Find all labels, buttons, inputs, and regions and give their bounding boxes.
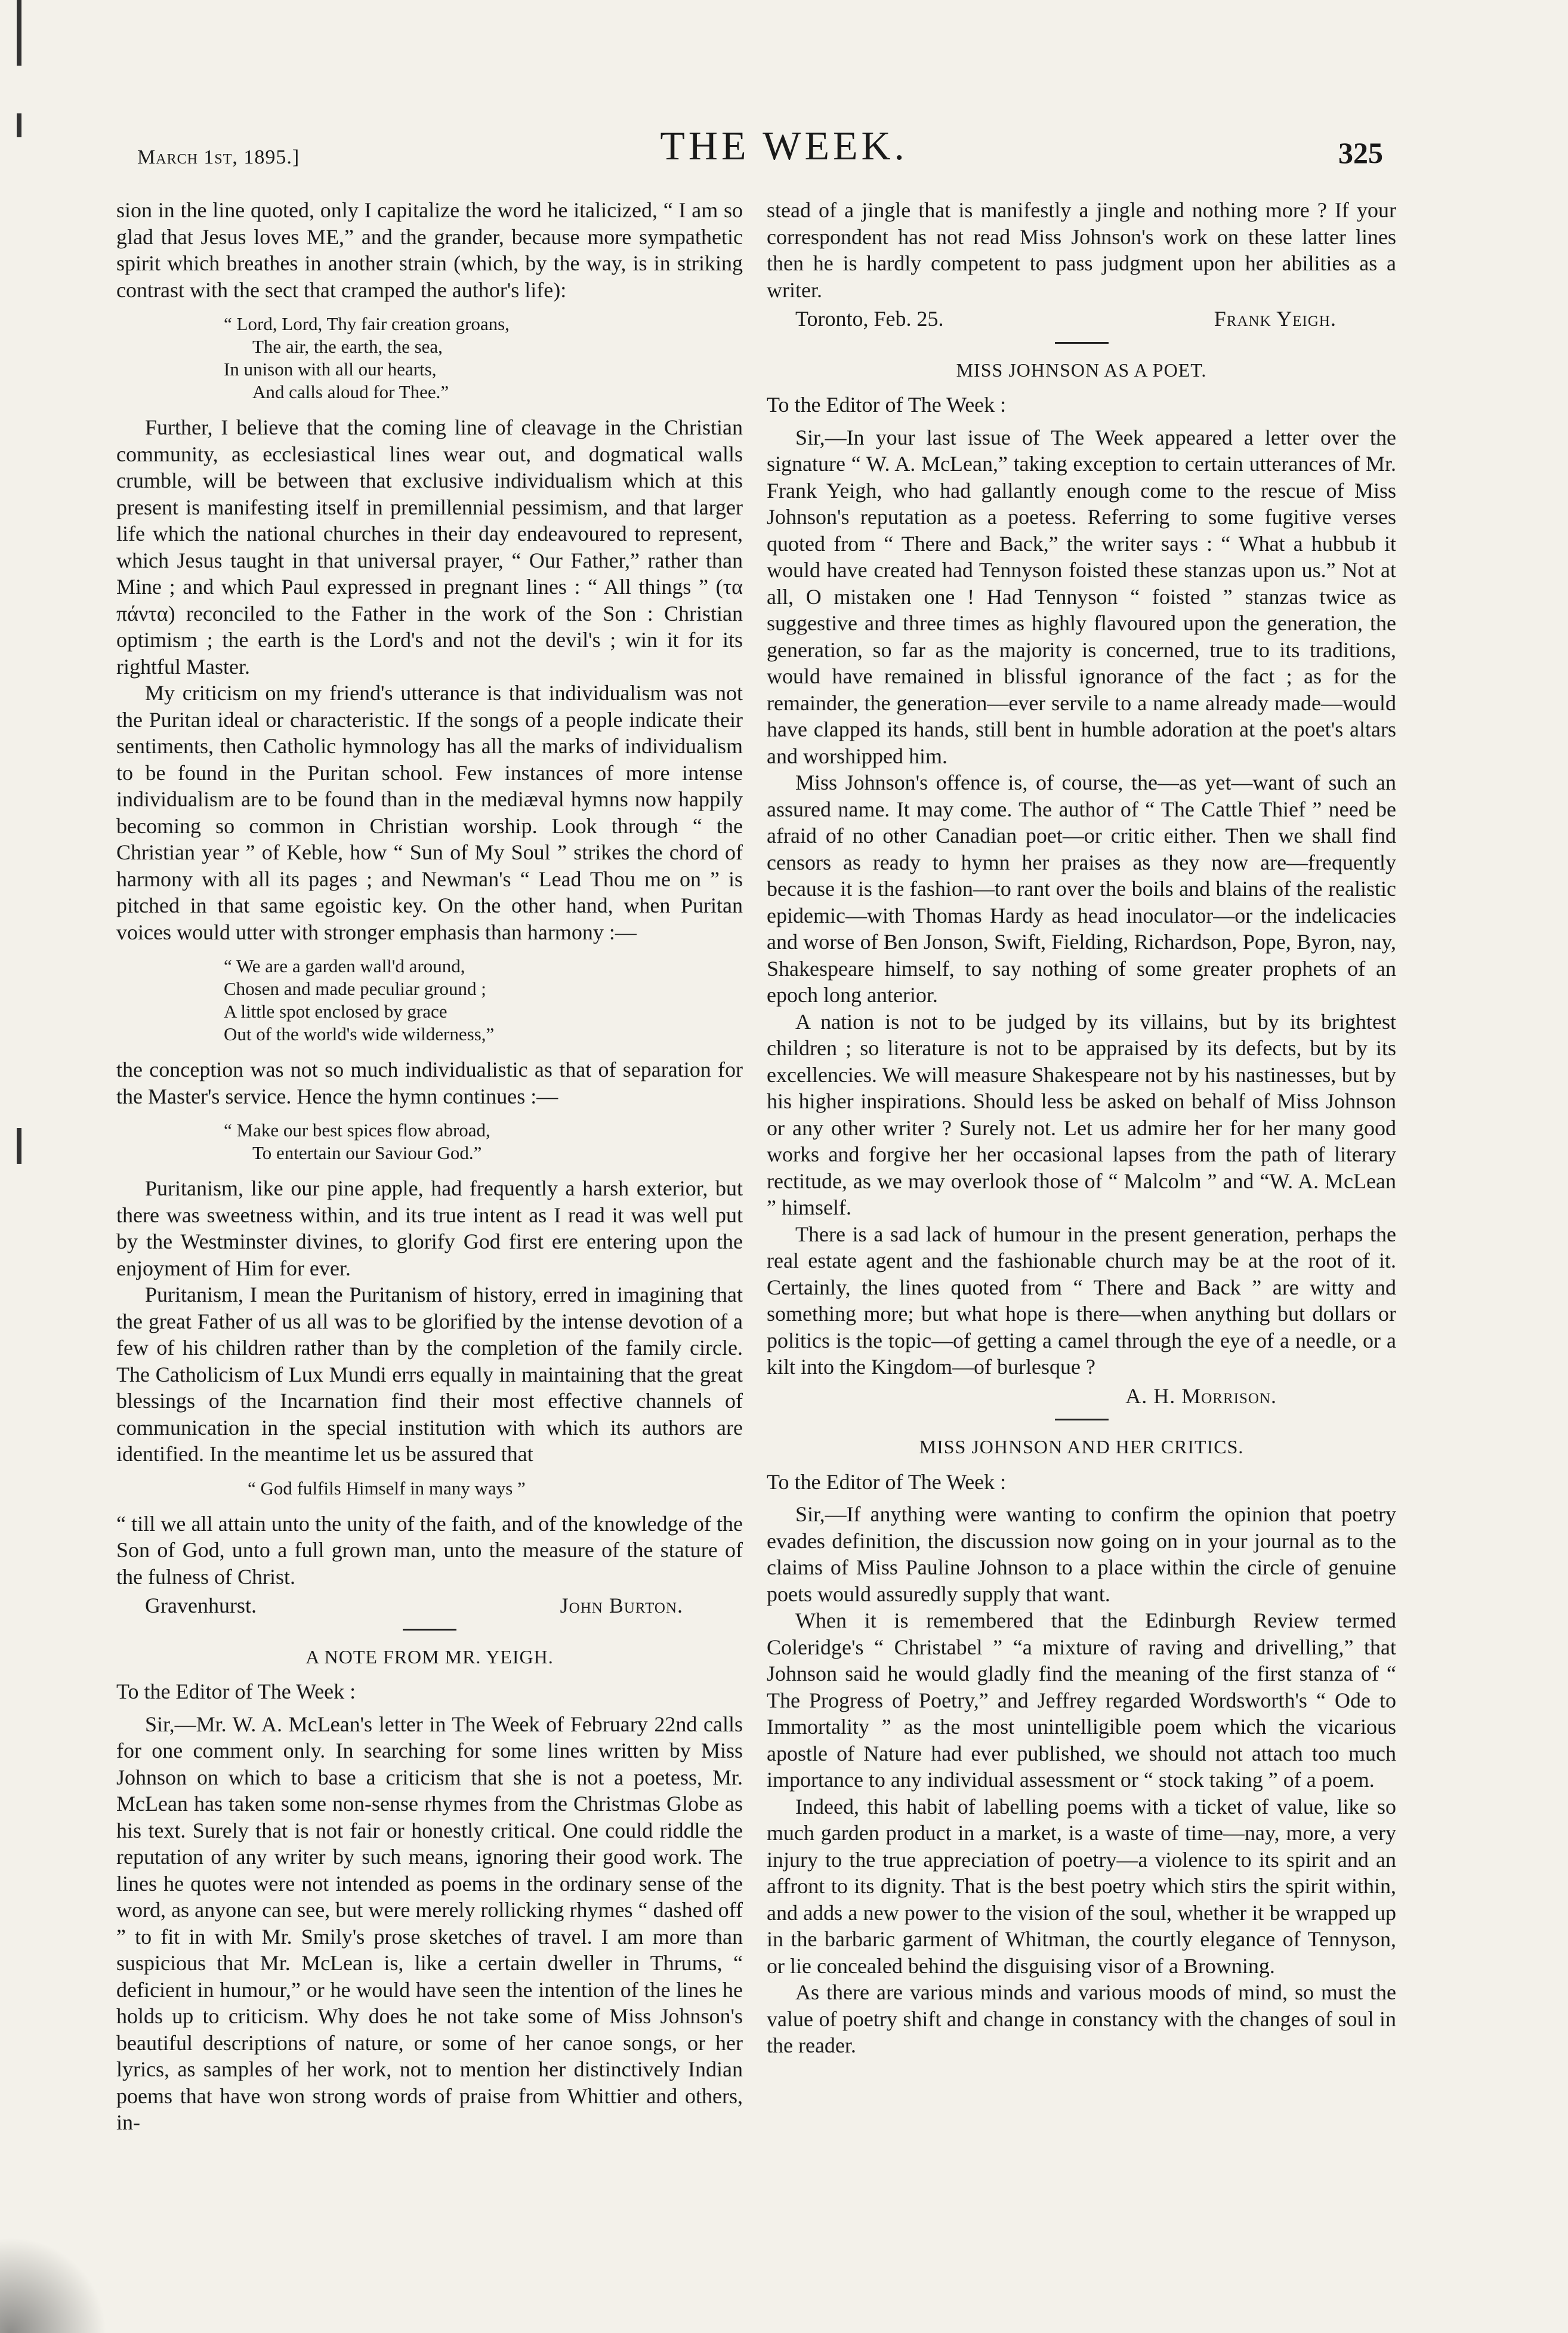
paragraph: the conception was not so much individualistic as that of separation for the Master's service. Hence the hymn continues :— xyxy=(116,1058,743,1108)
paragraph: My criticism on my friend's utterance is that individualism was not the Puritan ideal or characteristic. If the songs of a people indicate their sentiments, then Catholic hymnology has all the marks of individualism to be found in the Puritan school. Few instances of more intense individualism are to be found than in the mediæval hymns now happily becoming so common in Christian worship. Look through “ the Christian year ” of Keble, how “ Sun of My Soul ” strikes the chord of harmony with all its pages ; and Newman's “ Lead Thou me on ” is pitched in that same egoistic key. On the other hand, when Puritan voices would utter with stronger emphasis than harmony :— xyxy=(116,681,743,944)
poem-quote xyxy=(248,1477,743,1500)
issue-date: March 1st, 1895.] xyxy=(137,146,300,168)
paragraph: Sir,—Mr. W. A. McLean's letter in The Week of February 22nd calls for one comment only. In searching for some lines written by Miss Johnson on which to base a criticism that she is not a poetess, Mr. McLean has taken some non-sense rhymes from the Christmas Globe as his text. Surely that is not fair or honestly critical. One could riddle the reputation of any writer by such means, ignoring their good work. The lines he quotes were not intended as poems in the ordinary sense of the word, as anyone can see, but were merely rollicking rhymes “ dashed off ” to fit in with Mr. Smily's prose sketches of travel. I am more than suspicious that Mr. McLean is, like a certain dweller in Thrums, “ deficient in humour,” or he would have seen the intention of the lines he holds up to criticism. Why does he not take some of Miss Johnson's beautiful descriptions of nature, or some of her canoe songs, or her lyrics, as samples of her work, not to mention her distinctively Indian poems that have won strong words of praise from Whittier and others, in- xyxy=(116,1712,743,2134)
poem-line: Out of the world's wide wilderness,” xyxy=(224,1024,495,1044)
page-number: 325 xyxy=(1338,136,1383,169)
poem-line: A little spot enclosed by grace xyxy=(224,1001,447,1022)
poem-line: Chosen and made peculiar ground ; xyxy=(224,978,486,999)
poem-line: “ God fulfils Himself in many ways ” xyxy=(248,1477,526,1499)
article-heading: A NOTE FROM MR. YEIGH. xyxy=(305,1645,554,1668)
right-column xyxy=(767,197,1396,2059)
paragraph: As there are various minds and various moods of mind, so must the value of poetry shift and change in constancy with the changes of soul in the reader. xyxy=(767,1980,1396,2057)
paragraph: Sir,—In your last issue of The Week appeared a letter over the signature “ W. A. McLean,” taking exception to certain utterances of Mr. Frank Yeigh, who had gallantly enough come to the rescue of Miss Johnson's reputation as a poetess. Referring to some fugitive verses quoted from “ There and Back,” the writer says : “ What a hubbub it would have created had Tennyson foisted these stanzas upon us.” Not at all, O mistaken one ! Had Tennyson “ foisted ” stanzas twice as suggestive and three times as highly flavoured upon the generation, the generation, so far as the majority is concerned, true to its traditions, would have remained in blissful ignorance of the fact ; as for the remainder, the generation—ever servile to a name already made—would have clapped its hands, still bent in humble adoration at the poet's altars and worshipped him. xyxy=(767,425,1396,768)
paragraph: “ till we all attain unto the unity of the faith, and of the knowledge of the Son of God, unto a full grown man, unto the measure of the stature of the fulness of Christ. xyxy=(116,1511,743,1589)
poem-line: To entertain our Saviour God.” xyxy=(252,1142,482,1163)
publication-title: THE WEEK. xyxy=(660,123,908,168)
binding-mark xyxy=(17,1128,21,1164)
paragraph: sion in the line quoted, only I capitalize the word he italicized, “ I am so glad that Jesus loves ME,” and the grander, because more sympathetic spirit which breathes in another strain (which, by the way, is in striking contrast with the sect that cramped the author's life): xyxy=(116,198,743,302)
section-divider xyxy=(1055,342,1109,344)
poem-line: “ Lord, Lord, Thy fair creation groans, xyxy=(224,313,510,334)
signature-line xyxy=(116,1592,743,1619)
paragraph: Puritanism, like our pine apple, had frequently a harsh exterior, but there was sweetness within, and its true intent as I read it was well put by the Westminster divines, to glorify God first ere entering upon the enjoyment of Him for ever. xyxy=(116,1176,743,1280)
page-header xyxy=(0,122,1568,188)
salutation: To the Editor of The Week : xyxy=(116,1679,356,1703)
section-divider xyxy=(1055,1419,1109,1420)
paragraph: Indeed, this habit of labelling poems with a ticket of value, like so much garden product in a market, is a waste of time—nay, more, a very injury to the true appreciation of poetry—a violence to its spirit and an affront to its dignity. That is the best poetry which stirs the spirit within, and adds a new power to the vision of the soul, whether it be wrapped up in the barbaric garment of Whitman, the courtly elegance of Tennyson, or lie concealed behind the disguising visor of a Browning. xyxy=(767,1794,1396,1978)
salutation: To the Editor of The Week : xyxy=(767,1469,1007,1494)
poem-line: And calls aloud for Thee.” xyxy=(252,381,449,402)
author-name: A. H. Morrison. xyxy=(1125,1383,1277,1408)
poem-line: In unison with all our hearts, xyxy=(224,359,437,380)
author-name: John Burton. xyxy=(560,1594,683,1617)
poem-line: “ We are a garden wall'd around, xyxy=(224,956,465,976)
article-heading: MISS JOHNSON AS A POET. xyxy=(956,359,1207,381)
paragraph: Sir,—If anything were wanting to confirm the opinion that poetry evades definition, the discussion now going on in your journal as to the claims of Miss Pauline Johnson to a place within the circle of genuine poets would assuredly supply that want. xyxy=(767,1502,1396,1606)
author-name: Frank Yeigh. xyxy=(1214,307,1336,331)
paragraph: When it is remembered that the Edinburgh Review termed Coleridge's “ Christabel ” “a mixture of raving and drivelling,” that Johnson said he would gladly find the meaning of the first stanza of “ The Progress of Poetry,” and Jeffrey regarded Wordsworth's “ Ode to Immortality ” as the most unintelligible poem which the vicarious apostle of Nature had ever published, we should not attach too much importance to any individual assessment or “ stock taking ” of a poem. xyxy=(767,1608,1396,1792)
signature-line xyxy=(767,1383,1396,1410)
sign-place: Gravenhurst. xyxy=(145,1594,257,1617)
paragraph: There is a sad lack of humour in the present generation, perhaps the real estate agent and the fashionable church may be at the root of it. Certainly, the lines quoted from “ There and Back ” are witty and something more; but what hope is there—when anything but dollars or politics is the topic—of getting a camel through the eye of a needle, or a kilt into the Kingdom—of burlesque ? xyxy=(767,1222,1396,1379)
poem-quote xyxy=(224,313,743,403)
paragraph: Puritanism, I mean the Puritanism of history, erred in imagining that the great Father of us all was to be glorified by the intense devotion of a few of his children rather than by the completion of the family circle. The Catholicism of Lux Mundi errs equally in maintaining that the great blessings of the Incarnation find their most effective channels of communication in the special institution with which its authors are identified. In the meantime let us be assured that xyxy=(116,1283,743,1466)
poem-quote xyxy=(224,955,743,1046)
paragraph: stead of a jingle that is manifestly a jingle and nothing more ? If your correspondent has not read Miss Johnson's work on these latter lines then he is hardly competent to pass judgment upon her abilities as a writer. xyxy=(767,198,1396,302)
binding-mark xyxy=(17,0,21,66)
section-divider xyxy=(403,1629,456,1631)
sign-place: Toronto, Feb. 25. xyxy=(795,307,944,331)
paragraph: Miss Johnson's offence is, of course, the—as yet—want of such an assured name. It may come. The author of “ The Cattle Thief ” need be afraid of no other Canadian poet—or critic either. Then we shall find censors as ready to hymn her praises as they now are—frequently because it is the fashion—to rant over the boils and blains of the realistic epidemic—with Thomas Hardy as head inoculator—or the indelicacies and worse of Ben Jonson, Swift, Fielding, Richardson, Pope, Byron, nay, Shakespeare himself, to say nothing of some greater prophets of an epoch long anterior. xyxy=(767,771,1396,1007)
paragraph: A nation is not to be judged by its villains, but by its brightest children ; so literature is not to be appraised by its defects, but by its excellencies. We will measure Shakespeare not by his nastinesses, but by his higher inspirations. Should less be asked on behalf of Miss Johnson or any other writer ? Surely not. Let us admire her for her many good works and forgive her her occasional lapses from the path of literary rectitude, as we may overlook those of “ Malcolm ” and “W. A. McLean ” himself. xyxy=(767,1009,1396,1219)
paragraph: Further, I believe that the coming line of cleavage in the Christian community, as ecclesiastical lines wear out, and dogmatical walls crumble, will be between that exclusive individualism which at this present is manifesting itself in premillennial pessimism, and that larger life which the national churches in their day endeavoured to represent, which Jesus taught in that universal prayer, “ Our Father,” rather than Mine ; and which Paul expressed in pregnant lines : “ All things ” (τα πάντα) reconciled to the Father in the work of the Son : Christian optimism ; the earth is the Lord's and not the devil's ; win it for its rightful Master. xyxy=(116,415,743,679)
poem-quote xyxy=(224,1119,743,1164)
salutation: To the Editor of The Week : xyxy=(767,393,1007,417)
page-smudge xyxy=(0,2238,107,2333)
poem-line: The air, the earth, the sea, xyxy=(252,336,443,357)
poem-line: “ Make our best spices flow abroad, xyxy=(224,1120,490,1141)
article-heading: MISS JOHNSON AND HER CRITICS. xyxy=(919,1436,1244,1457)
signature-line xyxy=(767,306,1396,332)
left-column xyxy=(116,197,743,2136)
